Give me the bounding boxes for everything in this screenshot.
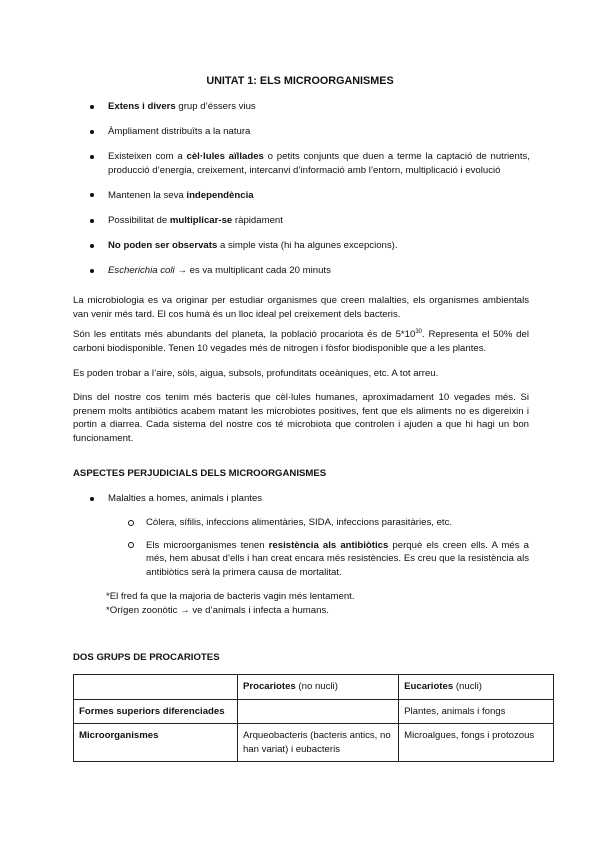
table-row-label: Formes superiors diferenciades: [74, 699, 238, 724]
text: ràpidament: [232, 215, 283, 227]
text: (no nucli): [295, 681, 338, 692]
text: Possibilitat de: [108, 215, 170, 227]
italic-text: Escherichia coli: [108, 265, 175, 277]
text: Mantenen la seva: [108, 189, 187, 201]
table-cell: Plantes, animals i fongs: [399, 699, 554, 724]
table-cell: [237, 699, 398, 724]
table-cell: Microalgues, fongs i protozous: [399, 724, 554, 762]
list-item: [128, 516, 529, 530]
superscript: 30: [415, 329, 422, 335]
text: Són les entitats més abundants del planeta, la població procariota és de 5*10: [73, 329, 416, 341]
list-item: [90, 189, 530, 203]
list-item: [90, 214, 530, 228]
intro-bullet-list: [90, 100, 530, 289]
bold-text: cèl·lules aïllades: [186, 151, 264, 163]
text: . Representa el 50% del carboni biodisponible. Tenen 10 vegades més de nitrogen i fòsfor biodisponible que a les plantes.: [73, 329, 529, 354]
text: Àmpliament distribuïts a la natura: [108, 126, 251, 138]
list-item: [90, 264, 530, 278]
page-title: UNITAT 1: ELS MICROORGANISMES: [206, 75, 394, 87]
table-cell: Arqueobacteris (bacteris antics, no han variat) i eubacteris: [237, 724, 398, 762]
text: (nucli): [453, 681, 482, 692]
paragraph-habitat: Es poden trobar a l’aire, sòls, aigua, subsols, profunditats oceàniques, etc. A tot arreu.: [73, 368, 439, 379]
text: Malalties a homes, animals i plantes: [108, 493, 263, 504]
harmful-sub-list: [128, 516, 529, 588]
bold-text: Procariotes: [242, 681, 296, 692]
text: grup d’éssers vius: [175, 101, 256, 112]
harmful-bullet-list: [90, 492, 530, 517]
list-item: [90, 492, 530, 506]
table-header-procariotes: [237, 675, 398, 700]
paragraph-abundance: [73, 328, 529, 355]
text: a simple vista (hi ha algunes excepcions).: [217, 240, 398, 252]
text: perquè els creen ells. A més a més, hem abusat d’ells i han creat encara més resistències. Es creu que la resistència als antibiòtics serà la primera causa de mortalitat.: [146, 539, 529, 578]
text: Els microorganismes tenen: [146, 539, 269, 551]
text: Còlera, sífilis, infeccions alimentàries, SIDA, infeccions parasitàries, etc.: [146, 517, 453, 528]
list-item: [90, 239, 530, 253]
bold-text: Eucariotes: [404, 681, 454, 692]
section-heading-harmful: ASPECTES PERJUDICIALS DELS MICROORGANISMES: [73, 468, 327, 479]
table-header-eucariotes: [399, 675, 554, 700]
note-zoonotic: *Orígen zoonòtic → ve d’animals i infecta a humans.: [106, 605, 329, 616]
table-row-label: Microorganismes: [74, 724, 238, 762]
bold-text: independència: [186, 189, 254, 201]
paragraph-origin: La microbiologia es va originar per estudiar organismes que creen malalties, els organismes ambientals van venir més tard. El cos humà és un lloc ideal pel creixement dels bacteris.: [73, 295, 529, 320]
text: Existeixen com a: [108, 151, 187, 163]
comparison-table: [73, 674, 554, 762]
bold-text: No poden ser observats: [108, 240, 218, 252]
table-header-row: [74, 675, 554, 700]
list-item: [90, 150, 530, 177]
text: o petits conjunts que duen a terme la captació de nutrients, producció d’energia, creixement, intercanvi d’informació amb l’entorn, multiplicació i evolució: [108, 151, 530, 176]
list-item: [128, 539, 529, 580]
bold-text: multiplicar-se: [169, 215, 233, 227]
table-row: [74, 724, 554, 762]
bold-text: resistència als antibiòtics: [268, 539, 389, 551]
list-item: [90, 100, 530, 114]
bold-text: Extens i divers: [108, 101, 176, 112]
section-heading-prokaryotes: DOS GRUPS DE PROCARIOTES: [73, 652, 220, 663]
text: → es va multiplicant cada 20 minuts: [174, 265, 331, 277]
table-cell: [74, 675, 238, 700]
table-row: [74, 699, 554, 724]
list-item: [90, 125, 530, 139]
paragraph-microbiota: Dins del nostre cos tenim més bacteris que cèl·lules humanes, aproximadament 10 vegades més. Si prenem molts antibiòtics acabem matant les microbiotes positives, fent que els aliments no es digereixin i portin a diarrea. Cada sistema del nostre cos té microbiota que controlen i ajuden a que hi hagi un bon funcionament.: [73, 392, 529, 444]
note-cold: *El fred fa que la majoria de bacteris vagin més lentament.: [106, 591, 355, 602]
